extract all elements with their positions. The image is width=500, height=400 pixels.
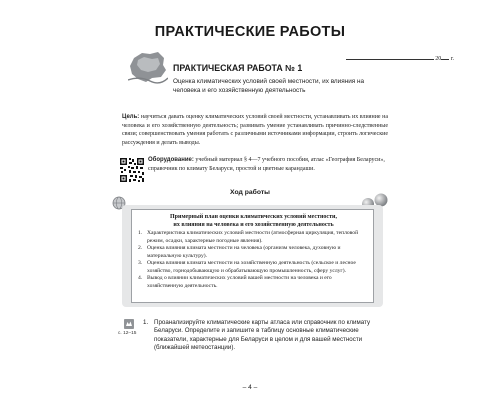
plan-title-line-1: Примерный план оценки климатических условий местности, — [170, 214, 337, 220]
task-page-reference: с. 12–15 — [118, 331, 137, 336]
qr-code-icon[interactable] — [119, 157, 145, 183]
plan-item-text: Характеристика климатических условий местности (атмосферная циркуляция, тепловой режим, осадки, характерные погодные явления). — [147, 230, 359, 244]
plan-title-line-2: их влияния на человека и его хозяйственную деятельность — [173, 221, 334, 228]
plan-item-number: 1. — [138, 230, 143, 236]
plan-item — [138, 275, 368, 290]
task-text: Проанализируйте климатические карты атласа или справочник по климату Беларуси. Определите и запишите в таблицу основные климатические показатели, характерные для Беларуси в целом и для вашей местности (ближайшей метеостанции). — [154, 319, 371, 352]
plan-item — [138, 245, 368, 260]
goal-label: Цель: — [122, 114, 140, 120]
plan-item-text: Оценка влияния климата местности на хозяйственную деятельность (сельское и лесное хозяйство, горнодобывающую и обрабатывающую промышленность, сферу услуг). — [147, 260, 356, 274]
plan-item-text: Оценка влияния климата местности на человека (организм человека, духовную и материальную культуру). — [147, 245, 341, 259]
goal-paragraph — [122, 113, 388, 147]
plan-list — [138, 230, 368, 290]
date-line — [304, 53, 454, 62]
progress-heading: Ход работы — [230, 189, 270, 196]
date-suffix: г. — [450, 56, 454, 62]
plan-item-number: 3. — [138, 260, 143, 266]
plan-item-text: Вывод о влиянии климатических условий вашей местности на человека и его хозяйственную деятельность. — [147, 275, 332, 289]
date-year-prefix: 20 — [435, 56, 442, 62]
date-blank-line — [346, 53, 434, 60]
plan-item-number: 2. — [138, 245, 143, 251]
plan-box — [122, 205, 383, 307]
equipment-paragraph — [148, 156, 388, 173]
page-number: – 4 – — [242, 384, 258, 391]
equipment-text: учебный материал § 4—7 учебного пособия, атлас «География Беларуси», справочник по климату Беларуси, простой и цветные карандаши. — [148, 157, 385, 172]
plan-item — [138, 230, 368, 245]
equipment-label: Оборудование: — [148, 157, 194, 163]
goal-text: научиться давать оценку климатических условий своей местности, устанавливать их влияние на человека и его хозяйственную деятельность; развивать умение устанавливать причинно-следственные связи; совершенствовать умения работать с различными источниками информации, строить логические рассуждения и делать выводы. — [122, 114, 389, 146]
atlas-book-icon — [124, 319, 134, 329]
plan-item — [138, 260, 368, 275]
work-subtitle: Оценка климатических условий своей местности, их влияния на человека и его хозяйственную деятельность — [173, 78, 365, 94]
work-title: ПРАКТИЧЕСКАЯ РАБОТА № 1 — [173, 63, 303, 73]
plan-item-number: 4. — [138, 275, 143, 281]
plan-title — [132, 214, 375, 230]
plan-inner-frame — [131, 209, 374, 303]
date-year-blank — [441, 53, 449, 60]
task-number: 1. — [143, 319, 149, 326]
page-title: ПРАКТИЧЕСКИЕ РАБОТЫ — [154, 24, 346, 40]
belarus-map-icon — [128, 50, 168, 84]
